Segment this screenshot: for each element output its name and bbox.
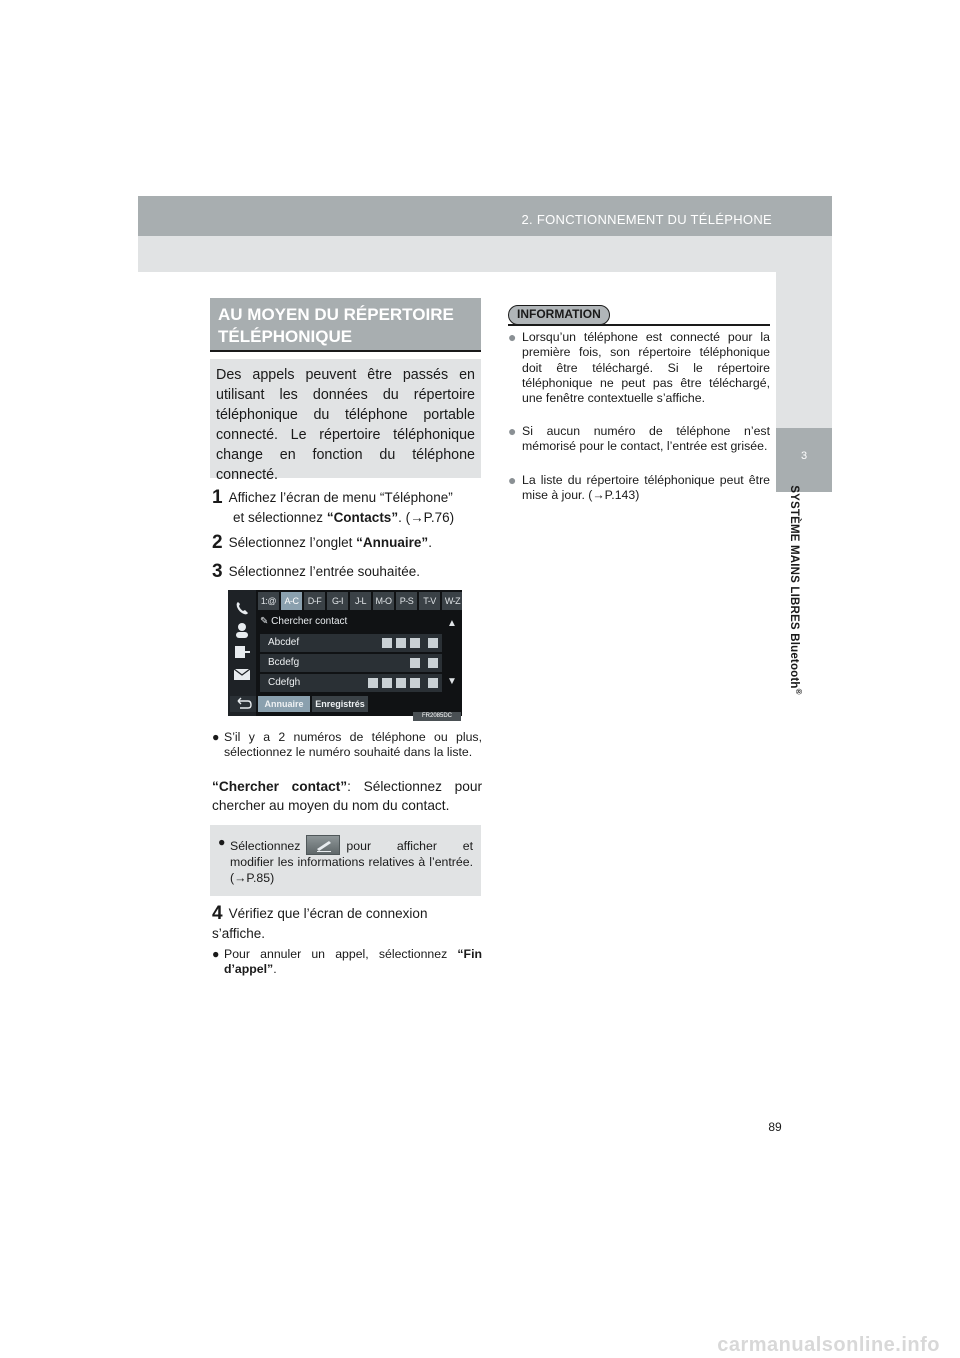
- edit-icon: [316, 839, 332, 852]
- contact-name: Cdefgh: [268, 677, 301, 688]
- watermark-strip: [0, 1320, 960, 1358]
- tab-t-v[interactable]: T-V: [419, 592, 440, 610]
- step-4: [212, 904, 482, 944]
- search-contact-desc: : Sélectionnez pour chercher au moyen du nom du contact.: [212, 779, 483, 813]
- tab-enregistres[interactable]: Enregistrés: [312, 696, 368, 712]
- header-subbar: [138, 236, 832, 272]
- chapter-number: 3: [800, 450, 808, 462]
- step-keyword: “Annuaire”: [356, 535, 429, 550]
- information-text: Si aucun numéro de téléphone n’est mémorisé pour le contact, l’entrée est grisée.: [522, 424, 770, 454]
- side-strip: [776, 272, 832, 428]
- step-number: 2: [212, 532, 223, 553]
- search-contact-button[interactable]: [260, 614, 442, 630]
- edit-button-illustration: [306, 835, 340, 855]
- note-box: [210, 825, 481, 896]
- message-icon: [233, 666, 251, 682]
- tab-annuaire[interactable]: Annuaire: [258, 696, 310, 712]
- search-pencil-icon: ✎: [260, 616, 272, 627]
- step-3: [212, 562, 482, 582]
- mobile-icon: [382, 638, 392, 648]
- other-icon: [410, 678, 420, 688]
- cancel-keyword: “Fin d’appel”: [224, 947, 482, 976]
- information-badge: INFORMATION: [508, 305, 610, 325]
- header-title: 2. FONCTIONNEMENT DU TÉLÉPHONE: [521, 212, 772, 227]
- scroll-up-icon[interactable]: ▲: [447, 618, 457, 629]
- bullet-text: S’il y a 2 numéros de téléphone ou plus, sélectionnez le numéro souhaité dans la liste.: [224, 730, 482, 759]
- information-item: [508, 424, 770, 455]
- note-text: [218, 835, 473, 886]
- search-contact-term: “Chercher contact”: [212, 779, 348, 794]
- information-item: [508, 473, 770, 504]
- tab-a-c[interactable]: A-C: [281, 592, 302, 610]
- step-text: Affichez l’écran de menu “Téléphone”: [228, 490, 453, 505]
- figure-code: FR2085DC: [413, 712, 461, 721]
- step-number: 1: [212, 487, 223, 508]
- step-text-pre: Sélectionnez l’onglet: [228, 535, 357, 550]
- bullet-dot: ●: [212, 730, 220, 744]
- edit-icon[interactable]: [428, 678, 438, 688]
- step-text-cont: [212, 508, 482, 528]
- contact-icon: [233, 622, 251, 638]
- tab-d-f[interactable]: D-F: [304, 592, 325, 610]
- tab-j-l[interactable]: J-L: [350, 592, 371, 610]
- bullet-dot: ●: [218, 835, 226, 849]
- contact-name: Abcdef: [268, 637, 300, 648]
- step-keyword: “Contacts”: [326, 510, 399, 525]
- contact-row[interactable]: [260, 674, 442, 692]
- step-text: Sélectionnez l’entrée souhaitée.: [228, 564, 420, 579]
- step-2: [212, 533, 482, 553]
- cancel-text-pre: Pour annuler un appel, sélectionnez: [224, 947, 458, 961]
- tab-w-z[interactable]: W-Z: [442, 592, 462, 610]
- step-text-post: .: [428, 535, 432, 550]
- phone-icon: [233, 600, 251, 616]
- tab-m-o[interactable]: M-O: [373, 592, 394, 610]
- home-icon: [410, 658, 420, 668]
- step-text-pre: et sélectionnez: [233, 510, 327, 525]
- page-header: [138, 196, 832, 236]
- scroll-down-icon[interactable]: ▼: [447, 676, 457, 687]
- contact-row[interactable]: [260, 634, 442, 652]
- tab-p-s[interactable]: P-S: [396, 592, 417, 610]
- section-heading: [210, 298, 481, 350]
- watermark-text: carmanualsonline.info: [717, 1334, 940, 1356]
- back-arrow-icon: [230, 696, 256, 712]
- tab-1-at[interactable]: 1:@: [258, 592, 279, 610]
- bullet-text: [212, 947, 482, 977]
- chapter-label-text: SYSTÈME MAINS LIBRES Bluetooth: [788, 485, 801, 689]
- office-icon: [396, 678, 406, 688]
- bullet-dot: ●: [508, 472, 517, 488]
- step-number: 4: [212, 903, 223, 924]
- back-button[interactable]: [230, 696, 256, 712]
- chapter-tab: [776, 428, 832, 492]
- call-history-icon: [233, 644, 251, 660]
- contacts-screen-illustration: [228, 590, 462, 716]
- contact-name: Bcdefg: [268, 657, 300, 668]
- step-text: Vérifiez que l’écran de connexion s’affiche.: [212, 906, 428, 941]
- information-item: [508, 330, 770, 406]
- bullet-cancel-call: [212, 947, 482, 977]
- intro-text: Des appels peuvent être passés en utilisant les données du répertoire téléphonique du téléphone portable connecté. Le répertoire téléphonique change en fonction du téléphone connecté.: [216, 367, 475, 483]
- edit-icon[interactable]: [428, 658, 438, 668]
- registered-mark: ®: [794, 688, 803, 695]
- step-number: 3: [212, 561, 223, 582]
- mobile-icon: [368, 678, 378, 688]
- bullet-dot: ●: [508, 329, 517, 345]
- tab-g-i[interactable]: G-I: [327, 592, 348, 610]
- section-divider: [210, 350, 481, 352]
- bullet-multi-numbers: [212, 730, 482, 760]
- step-text-post: . (→P.76): [398, 510, 455, 525]
- work-icon: [382, 678, 392, 688]
- section-title-line2: TÉLÉPHONIQUE: [218, 327, 353, 346]
- information-divider: [508, 324, 770, 326]
- information-text: La liste du répertoire téléphonique peut être mise à jour. (→P.143): [522, 473, 770, 503]
- step-1: [212, 488, 482, 528]
- section-title-line1: AU MOYEN DU RÉPERTOIRE: [218, 305, 454, 324]
- chapter-label: [788, 485, 803, 695]
- information-text: Lorsqu’un téléphone est connecté pour la première fois, son répertoire téléphonique doit être téléchargé. Si le répertoire téléphonique ne peut pas être téléchargé, une fenêtre contextuelle s’affiche.: [522, 330, 770, 406]
- office-icon: [410, 638, 420, 648]
- note-text-pre: Sélectionnez: [230, 839, 301, 853]
- note-text-post: pour afficher et modifier les informations relatives à l’entrée. (→P.85): [230, 839, 473, 885]
- contact-row[interactable]: [260, 654, 442, 672]
- bullet-dot: ●: [212, 947, 220, 961]
- search-contact-label: Chercher contact: [271, 616, 348, 627]
- intro-box: [210, 359, 481, 483]
- search-contact-paragraph: [212, 777, 482, 815]
- edit-icon[interactable]: [428, 638, 438, 648]
- cancel-text-post: .: [273, 962, 277, 976]
- bullet-dot: ●: [508, 423, 517, 439]
- page-number: 89: [768, 1120, 782, 1134]
- work-icon: [396, 638, 406, 648]
